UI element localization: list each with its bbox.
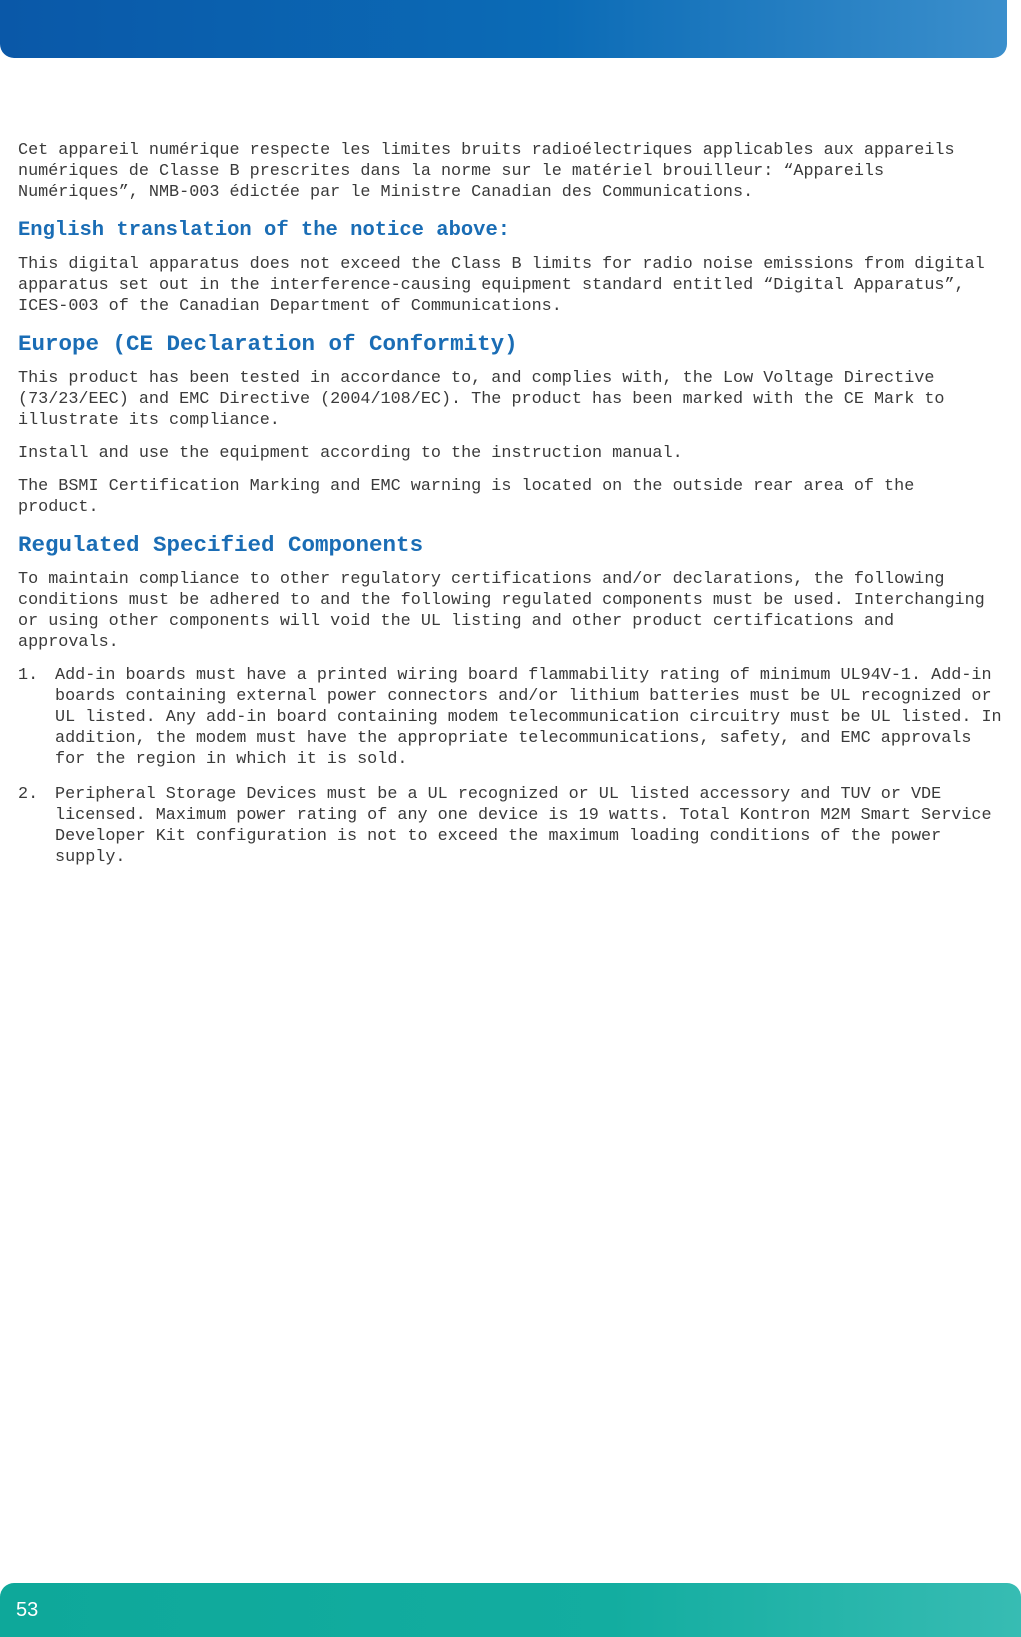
list-item-text: Peripheral Storage Devices must be a UL recognized or UL listed accessory and TUV or VDE licensed. Maximum power rating of any one device is 19 watts. Total Kontron M2M Smart Service Developer Kit configuration is not to exceed the maximum loading conditions of the power supply. [55,785,992,867]
list-item [18,665,1003,770]
footer-bar [0,1583,1021,1637]
page-number: 53 [16,1599,39,1621]
english-translation-heading: English translation of the notice above: [18,219,511,242]
install-paragraph: Install and use the equipment according to the instruction manual. [18,444,683,463]
list-item [18,784,1003,868]
document-body [18,140,1003,882]
list-item-text: Add-in boards must have a printed wiring board flammability rating of minimum UL94V-1. Add-in boards containing external power connectors and/or lithium batteries must be UL recognized or UL listed. Any add-in board containing modem telecommunication circuitry must be UL listed. In addition, the modem must have the appropriate telecommunications, safety, and EMC approvals for the region in which it is sold. [55,666,1002,769]
regulated-components-heading: Regulated Specified Components [18,532,424,558]
regulated-components-paragraph: To maintain compliance to other regulatory certifications and/or declarations, the following conditions must be adhered to and the following regulated components must be used. Interchanging or using other components will void the UL listing and other product certifications and approvals. [18,570,985,652]
list-item-number: 2. [18,785,39,804]
english-notice-paragraph: This digital apparatus does not exceed the Class B limits for radio noise emissions from digital apparatus set out in the interference-causing equipment standard entitled “Digital Apparatus”, ICES-003 of the Canadian Department of Communications. [18,255,985,316]
header-banner [0,0,1007,58]
requirements-list [18,665,1003,868]
europe-ce-heading: Europe (CE Declaration of Conformity) [18,331,518,357]
bsmi-paragraph: The BSMI Certification Marking and EMC warning is located on the outside rear area of the product. [18,477,915,517]
europe-ce-paragraph: This product has been tested in accordance to, and complies with, the Low Voltage Directive (73/23/EEC) and EMC Directive (2004/108/EC). The product has been marked with the CE Mark to illustrate its compliance. [18,369,945,430]
list-item-number: 1. [18,666,39,685]
french-notice-paragraph: Cet appareil numérique respecte les limites bruits radioélectriques applicables aux appareils numériques de Classe B prescrites dans la norme sur le matériel brouilleur: “Appareils Numériques”, NMB-003 édictée par le Ministre Canadian des Communications. [18,141,955,202]
